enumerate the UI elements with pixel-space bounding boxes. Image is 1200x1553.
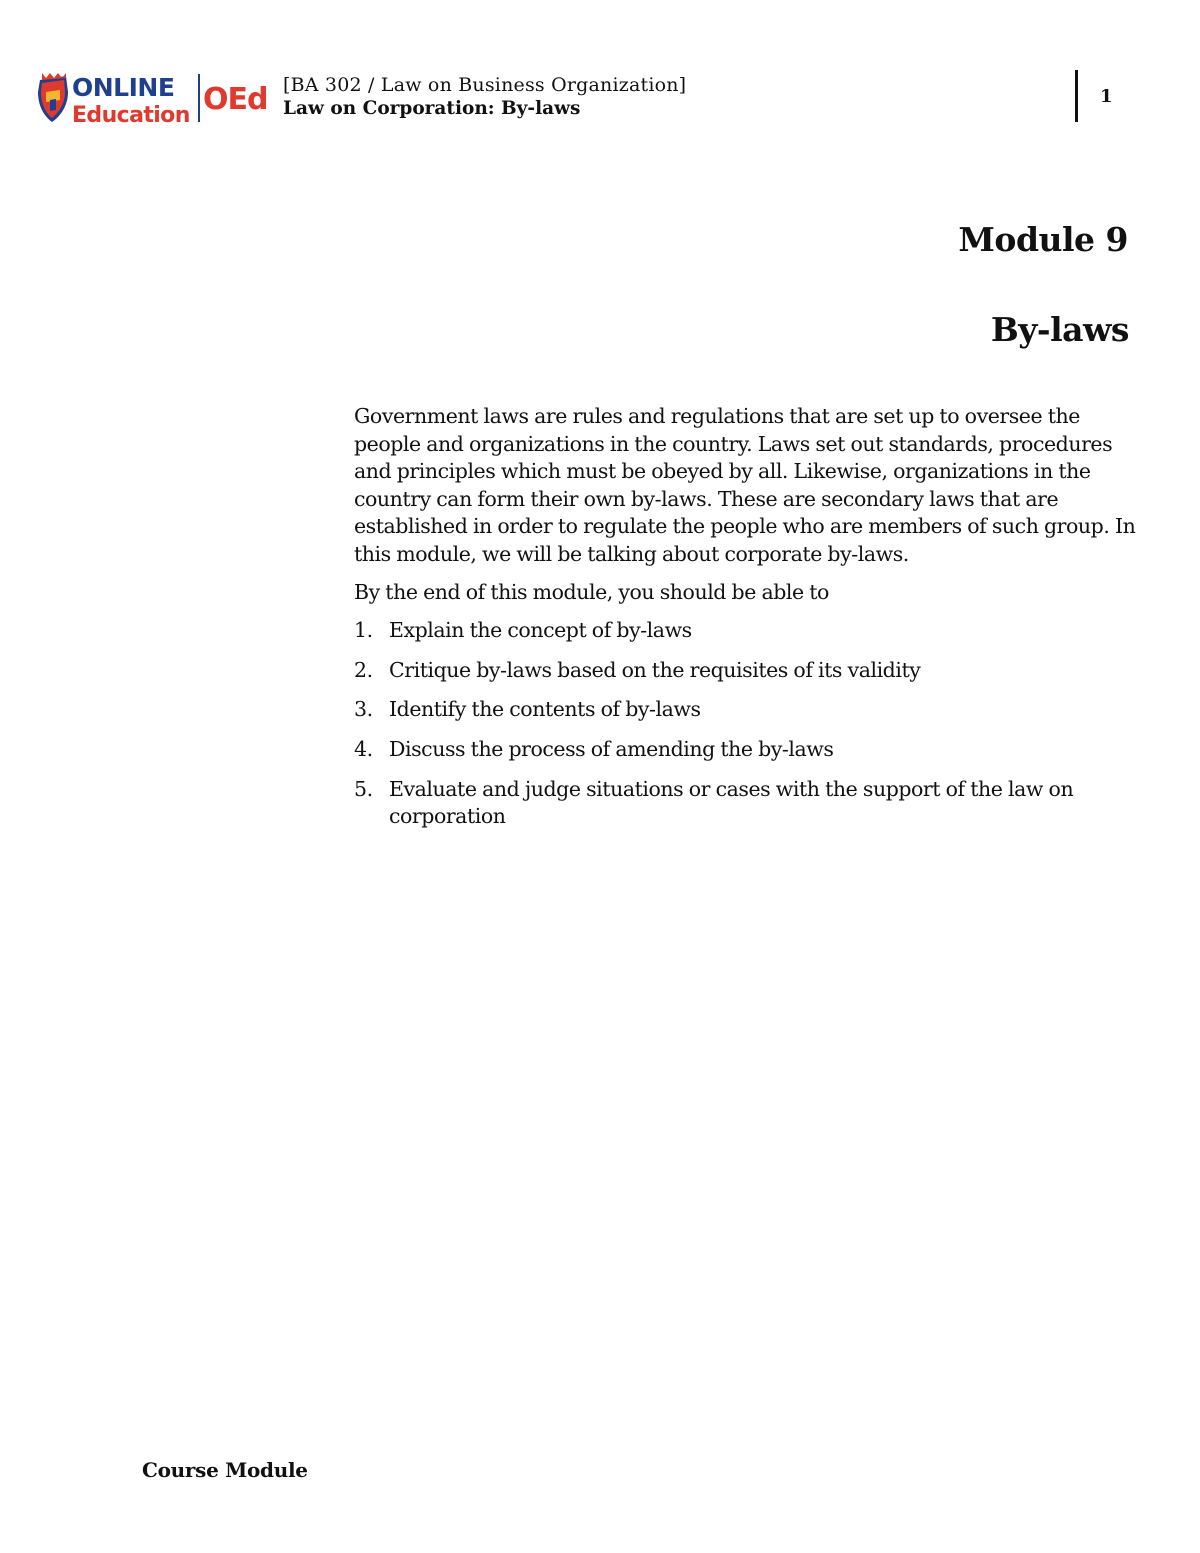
shield-icon xyxy=(38,73,68,122)
online-education-logo xyxy=(38,70,270,126)
list-item-number: 3. xyxy=(354,697,373,722)
objectives-lead-in: By the end of this module, you should be able to xyxy=(354,579,829,604)
list-item-number: 4. xyxy=(354,736,373,761)
list-item-text: Evaluate and judge situations or cases with the support of the law on corporation xyxy=(389,776,1074,829)
list-item xyxy=(354,776,1144,831)
footer-label: Course Module xyxy=(142,1458,308,1482)
list-item-text: Identify the contents of by-laws xyxy=(389,697,701,722)
svg-text:ONLINE: ONLINE xyxy=(72,73,175,102)
svg-text:OEd: OEd xyxy=(203,82,268,117)
list-item-text: Discuss the process of amending the by-laws xyxy=(389,736,834,761)
module-content xyxy=(354,403,1144,843)
intro-paragraph: Government laws are rules and regulations that are set up to oversee the people and organizations in the country. Laws set out standards, procedures and principles which must be obeyed by all. Likewise, organizations in the country can form their own by-laws. These are secondary laws that are established in order to regulate the people who are members of such group. In this module, we will be talking about corporate by-laws. xyxy=(354,404,1136,566)
svg-text:Education: Education xyxy=(72,103,190,126)
list-item-number: 5. xyxy=(354,776,373,801)
list-item-number: 2. xyxy=(354,657,373,682)
learning-objectives-list xyxy=(354,617,1144,831)
list-item xyxy=(354,696,1144,724)
list-item-number: 1. xyxy=(354,618,373,643)
topic-line: Law on Corporation: By-laws xyxy=(283,98,581,119)
module-subject-title: By-laws xyxy=(990,310,1129,349)
header-divider xyxy=(1075,70,1078,122)
list-item-text: Critique by-laws based on the requisites of its validity xyxy=(389,657,921,682)
list-item xyxy=(354,736,1144,764)
running-header xyxy=(283,73,686,121)
list-item-text: Explain the concept of by-laws xyxy=(389,618,692,643)
course-code-line: [BA 302 / Law on Business Organization] xyxy=(283,74,687,96)
module-title: Module 9 xyxy=(958,220,1128,259)
page-number: 1 xyxy=(1100,86,1113,107)
list-item xyxy=(354,617,1144,645)
list-item xyxy=(354,657,1144,685)
